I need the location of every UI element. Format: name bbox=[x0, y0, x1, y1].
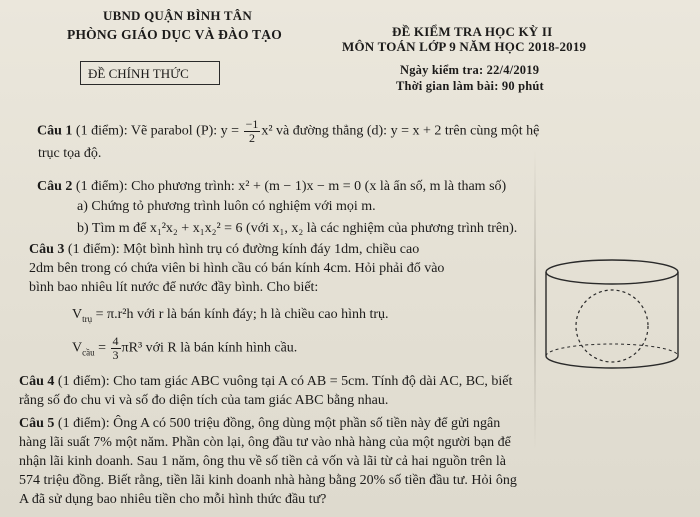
question-1-text: (1 điểm): Vẽ parabol (P): y = bbox=[75, 123, 240, 139]
department-name: PHÒNG GIÁO DỤC VÀ ĐÀO TẠO bbox=[67, 27, 282, 42]
exam-duration: Thời gian làm bài: 90 phút bbox=[396, 79, 544, 93]
question-1-label: Câu 1 bbox=[37, 123, 73, 139]
question-3-line-3: bình bao nhiêu lít nước để nước đầy bình. Cho biết: bbox=[29, 280, 319, 295]
question-4-line-1 bbox=[19, 375, 512, 389]
cylinder-sphere-figure bbox=[540, 252, 690, 377]
question-4-label: Câu 4 bbox=[19, 374, 55, 389]
question-3-line-1 bbox=[29, 243, 419, 257]
question-5-line-1 bbox=[19, 417, 500, 431]
official-label: ĐỀ CHÍNH THỨC bbox=[88, 66, 189, 81]
question-2a: a) Chứng tỏ phương trình luôn có nghiệm với mọi m. bbox=[77, 199, 376, 214]
question-5-label: Câu 5 bbox=[19, 416, 55, 431]
question-5-line-4: 574 triệu đồng. Biết rằng, tiền lãi kinh doanh nhà hàng bằng 20% số tiền đầu tư. Hỏi ông bbox=[19, 473, 517, 488]
question-4-line-2: rằng số đo chu vi và số đo diện tích của tam giác ABC bằng nhau. bbox=[19, 393, 389, 408]
sphere-volume-formula: $V_{cầu}$ = $\frac{4}{3}$ πR³ với R là bán kính hình cầu. bbox=[72, 334, 298, 362]
question-2-text: (1 điểm): Cho phương trình: x² + (m − 1)x − m = 0 (x là ẩn số, m là tham số) bbox=[75, 179, 507, 194]
question-5-text: (1 điểm): Ông A có 500 triệu đồng, ông dùng một phần số tiền này để gửi ngân bbox=[57, 416, 501, 431]
question-5-line-5: A đã sử dụng bao nhiêu tiền cho mỗi hình thức đầu tư? bbox=[19, 492, 327, 507]
question-2b: b) Tìm m để x₁²x₂ + x₁x₂² = 6 (với x₁, x₂ là các nghiệm của phương trình trên). bbox=[77, 221, 518, 236]
sphere-outline bbox=[576, 290, 648, 362]
exam-date: Ngày kiểm tra: 22/4/2019 bbox=[400, 63, 540, 77]
cylinder-volume-formula: $V_{trụ} = \pi.r^2h$ với r là bán kính đáy; h là chiều cao hình trụ. bbox=[72, 307, 389, 324]
question-5-line-3: nhận lãi kinh doanh. Sau 1 năm, ông thu về số tiền cả vốn và lãi từ cả hai nguồn trên là bbox=[19, 454, 506, 469]
cylinder-top-ellipse bbox=[546, 260, 678, 284]
question-3-label: Câu 3 bbox=[29, 242, 65, 257]
question-5-line-2: hàng lãi suất 7% một năm. Phần còn lại, ông đầu tư vào nhà hàng của một người bạn để bbox=[19, 435, 511, 450]
question-2-label: Câu 2 bbox=[37, 179, 73, 194]
question-3-line-2: 2dm bên trong có chứa viên bi hình cầu có bán kính 4cm. Hỏi phải đổ vào bbox=[29, 261, 445, 276]
question-2 bbox=[37, 180, 506, 194]
exam-title: ĐỀ KIỂM TRA HỌC KỲ II bbox=[392, 24, 553, 39]
question-1-fraction: $\frac{-1}{2}$ bbox=[245, 117, 259, 145]
district-name: UBND QUẬN BÌNH TÂN bbox=[103, 8, 252, 23]
exam-subject: MÔN TOÁN LỚP 9 NĂM HỌC 2018-2019 bbox=[342, 39, 587, 54]
question-1 bbox=[37, 118, 539, 145]
paper-fold bbox=[534, 150, 536, 450]
question-4-text: (1 điểm): Cho tam giác ABC vuông tại A có AB = 5cm. Tính độ dài AC, BC, biết bbox=[57, 374, 513, 389]
question-1-text-cont: x² và đường thẳng (d): y = x + 2 trên cùng một hệ bbox=[261, 123, 540, 139]
question-1-line-2: trục tọa độ. bbox=[38, 146, 102, 161]
question-3-text: (1 điểm): Một bình hình trụ có đường kính đáy 1dm, chiều cao bbox=[67, 242, 420, 257]
official-label-box bbox=[80, 61, 220, 85]
cylinder-bottom-back bbox=[546, 344, 678, 356]
